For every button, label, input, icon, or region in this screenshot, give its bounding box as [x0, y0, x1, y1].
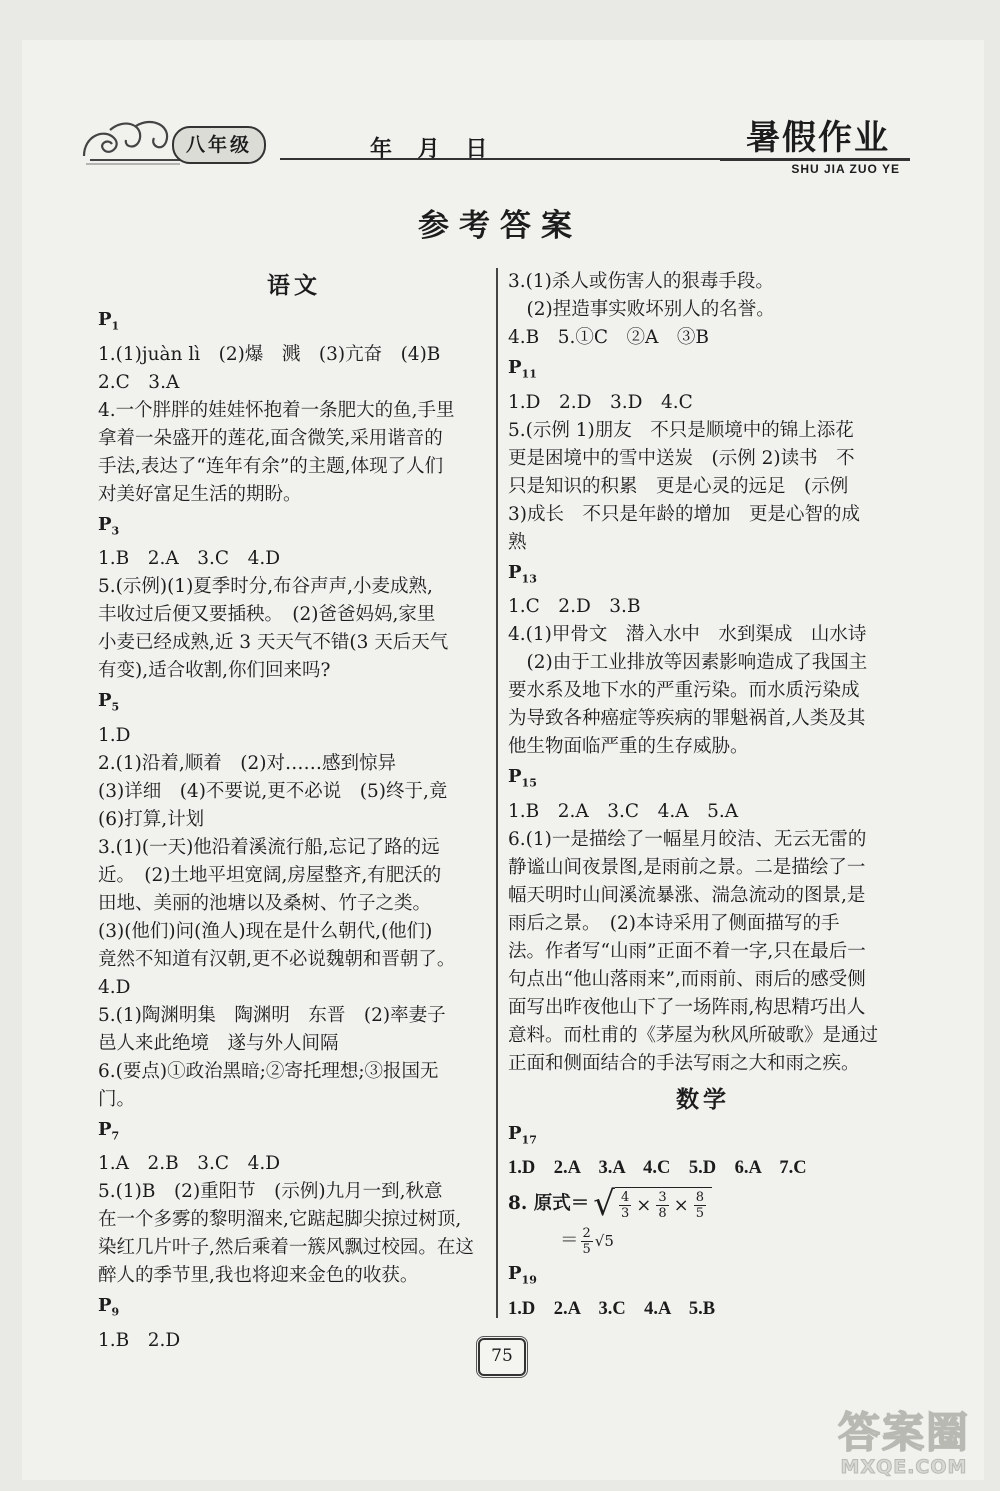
answer-line: 雨后之景。 (2)本诗采用了侧面描写的手	[508, 912, 840, 934]
answer-line: 1.(1)juàn lì (2)爆 溅 (3)亢奋 (4)B	[98, 343, 441, 365]
answer-line: 染红几片叶子,然后乘着一簇风飘过校园。在这	[98, 1237, 474, 1259]
watermark-text: 答案圈	[837, 1408, 970, 1457]
answer-line: 4.B 5.①C ②A ③B	[508, 327, 710, 348]
answer-line: 句点出“他山落雨来”,而雨前、雨后的感受侧	[508, 968, 866, 990]
answer-line: 1.B 2.D	[98, 1329, 181, 1351]
answer-line: 幅天明时山间溪流暴涨、湍急流动的图景,是	[508, 884, 866, 906]
answer-line: 他生物面临严重的生存威胁。	[508, 736, 749, 758]
answer-line: 有变),适合收割,你们回来吗?	[98, 660, 331, 682]
fraction-denominator: 5	[695, 1206, 704, 1222]
answer-line: 1.B 2.A 3.C 4.D	[98, 548, 281, 570]
column-divider	[496, 268, 498, 1318]
answer-line: 1.D 2.D 3.D 4.C	[508, 391, 693, 413]
answer-line: 4.D	[98, 976, 131, 998]
fraction-numerator: 8	[695, 1190, 704, 1206]
answer-line: 只是知识的积累 更是心灵的远足 (示例	[508, 475, 849, 497]
page-ref: $P_1$	[98, 309, 120, 333]
answer-line: 5.(1)陶渊明集 陶渊明 东晋 (2)率妻子	[98, 1004, 446, 1026]
answer-line: 在一个多雾的黎明溜来,它踮起脚尖掠过树顶,	[98, 1209, 462, 1231]
brand-title: 暑假作业	[746, 118, 890, 158]
answer-line: 对美好富足生活的期盼。	[98, 483, 302, 505]
answer-line: 拿着一朵盛开的莲花,面含微笑,采用谐音的	[98, 427, 443, 449]
answer-line: (3)详细 (4)不要说,更不必说 (5)终于,竟	[98, 780, 448, 802]
brand-subtitle: SHU JIA ZUO YE	[791, 162, 900, 176]
answer-line: 1.C 2.D 3.B	[508, 596, 641, 618]
math-formula-q8	[508, 1184, 898, 1224]
page-ref: $P_5$	[98, 690, 120, 714]
answer-line: 1.D	[98, 724, 131, 746]
answer-line: 5.(示例 1)朋友 不只是顺境中的锦上添花	[508, 419, 854, 441]
page-number: 75	[478, 1338, 526, 1376]
answer-line: 6.(要点)①政治黑暗;②寄托理想;③报国无	[98, 1060, 439, 1082]
answer-line: 要水系及地下水的严重污染。而水质污染成	[508, 680, 860, 702]
section-title-chinese: 语文	[267, 272, 321, 299]
page-ref: $P_{15}$	[508, 766, 537, 790]
answer-line: 静谧山间夜景图,是雨前之景。二是描绘了一	[508, 856, 866, 878]
math-answer-line: 1.D 2.A 3.C 4.A 5.B	[508, 1298, 716, 1319]
answer-line: 近。 (2)土地平坦宽阔,房屋整齐,有肥沃的	[98, 864, 442, 886]
answer-line: 3.(1)(一天)他沿着溪流行船,忘记了路的远	[98, 836, 440, 858]
watermark-logo	[838, 1400, 970, 1478]
answer-line: 竟然不知道有汉朝,更不必说魏朝和晋朝了。	[98, 948, 456, 970]
answer-line: 法。作者写“山雨”正面不着一字,只在最后一	[508, 940, 866, 962]
result-fraction	[581, 1226, 593, 1257]
date-label: 年 月 日	[370, 136, 490, 162]
right-column	[508, 268, 898, 1323]
answer-line: 1.B 2.A 3.C 4.A 5.A	[508, 800, 739, 822]
chinese-answers	[98, 306, 490, 1355]
fraction-numerator: 3	[658, 1190, 667, 1206]
page-header	[80, 110, 910, 180]
page-ref-p17: $P_{17}$	[508, 1122, 537, 1147]
formula-label: 8. 原式＝	[508, 1193, 590, 1215]
answer-line: 面写出昨夜他山下了一场阵雨,构思精巧出人	[508, 996, 866, 1018]
answer-line: 手法,表达了“连年有余”的主题,体现了人们	[98, 455, 444, 477]
answer-line: 1.A 2.B 3.C 4.D	[98, 1153, 281, 1175]
result-root: √5	[594, 1232, 614, 1251]
answer-line: 5.(1)B (2)重阳节 (示例)九月一到,秋意	[98, 1181, 443, 1203]
answer-line: 4.一个胖胖的娃娃怀抱着一条肥大的鱼,手里	[98, 399, 455, 421]
answer-line: 4.(1)甲骨文 潜入水中 水到渠成 山水诗	[508, 624, 867, 646]
page-ref-p19: $P_{19}$	[508, 1263, 537, 1287]
continued-answers	[508, 268, 898, 352]
page-ref: $P_7$	[98, 1118, 120, 1143]
watermark-url: MXQE.COM	[840, 1456, 968, 1478]
answer-line: 小麦已经成熟,近 3 天天气不错(3 天后天气	[98, 632, 449, 654]
answer-line: 熟	[508, 531, 527, 553]
answer-line: 意料。而杜甫的《茅屋为秋风所破歌》是通过	[508, 1024, 879, 1046]
answer-line: 醉人的季节里,我也将迎来金色的收获。	[98, 1265, 419, 1287]
page-ref: $P_9$	[98, 1295, 120, 1319]
chinese-answers-continued	[508, 354, 898, 1078]
page-ref: $P_{11}$	[508, 357, 537, 381]
answer-line: 5.(示例)(1)夏季时分,布谷声声,小麦成熟,	[98, 576, 433, 598]
header-rule	[280, 158, 760, 160]
result-equals: ＝	[560, 1230, 579, 1252]
fraction	[694, 1190, 706, 1221]
answer-line: 正面和侧面结合的手法写雨之大和雨之疾。	[508, 1052, 860, 1074]
grade-label: 八年级	[172, 126, 266, 164]
radicand	[615, 1187, 712, 1221]
answer-line: 更是困境中的雪中送炭 (示例 2)读书 不	[508, 447, 855, 469]
times-sign: ×	[636, 1194, 652, 1216]
sqrt-icon: √	[593, 1184, 615, 1225]
answer-line: (2)由于工业排放等因素影响造成了我国主	[508, 652, 868, 674]
answer-line: 丰收过后便又要插秧。 (2)爸爸妈妈,家里	[98, 604, 436, 626]
math-answer-line: 1.D 2.A 3.A 4.C 5.D 6.A 7.C	[508, 1158, 807, 1179]
answer-line: 3)成长 不只是年龄的增加 更是心智的成	[508, 503, 860, 525]
answer-line: 门。	[98, 1088, 136, 1110]
answer-line: (3)(他们)问(渔人)现在是什么朝代,(他们)	[98, 920, 433, 942]
page-title: 参考答案	[418, 208, 582, 244]
fraction-denominator: 8	[658, 1206, 667, 1222]
fraction-denominator: 3	[620, 1206, 630, 1222]
fraction	[619, 1190, 631, 1221]
times-sign: ×	[673, 1194, 689, 1216]
fraction-numerator: 2	[582, 1225, 591, 1241]
answer-line: 3.(1)杀人或伤害人的狠毒手段。	[508, 271, 774, 292]
fraction-denominator: 5	[582, 1241, 591, 1257]
answer-line: 邑人来此绝境 遂与外人间隔	[98, 1032, 339, 1054]
answer-line: 田地、美丽的池塘以及桑树、竹子之类。	[98, 892, 432, 914]
fraction-numerator: 4	[620, 1190, 630, 1206]
page-ref: $P_3$	[98, 513, 120, 538]
left-column	[98, 268, 490, 1355]
math-formula-result	[560, 1224, 898, 1258]
fraction	[656, 1190, 668, 1221]
section-title-math: 数学	[676, 1085, 730, 1113]
answer-line: 为导致各种癌症等疾病的罪魁祸首,人类及其	[508, 708, 866, 730]
answer-line: (6)打算,计划	[98, 808, 205, 830]
answer-line: (2)捏造事实败坏别人的名誉。	[508, 299, 775, 320]
answer-line: 6.(1)一是描绘了一幅星月皎洁、无云无雷的	[508, 828, 867, 850]
answer-line: 2.(1)沿着,顺着 (2)对……感到惊异	[98, 752, 396, 774]
answer-line: 2.C 3.A	[98, 371, 180, 393]
page-ref: $P_{13}$	[508, 561, 537, 586]
